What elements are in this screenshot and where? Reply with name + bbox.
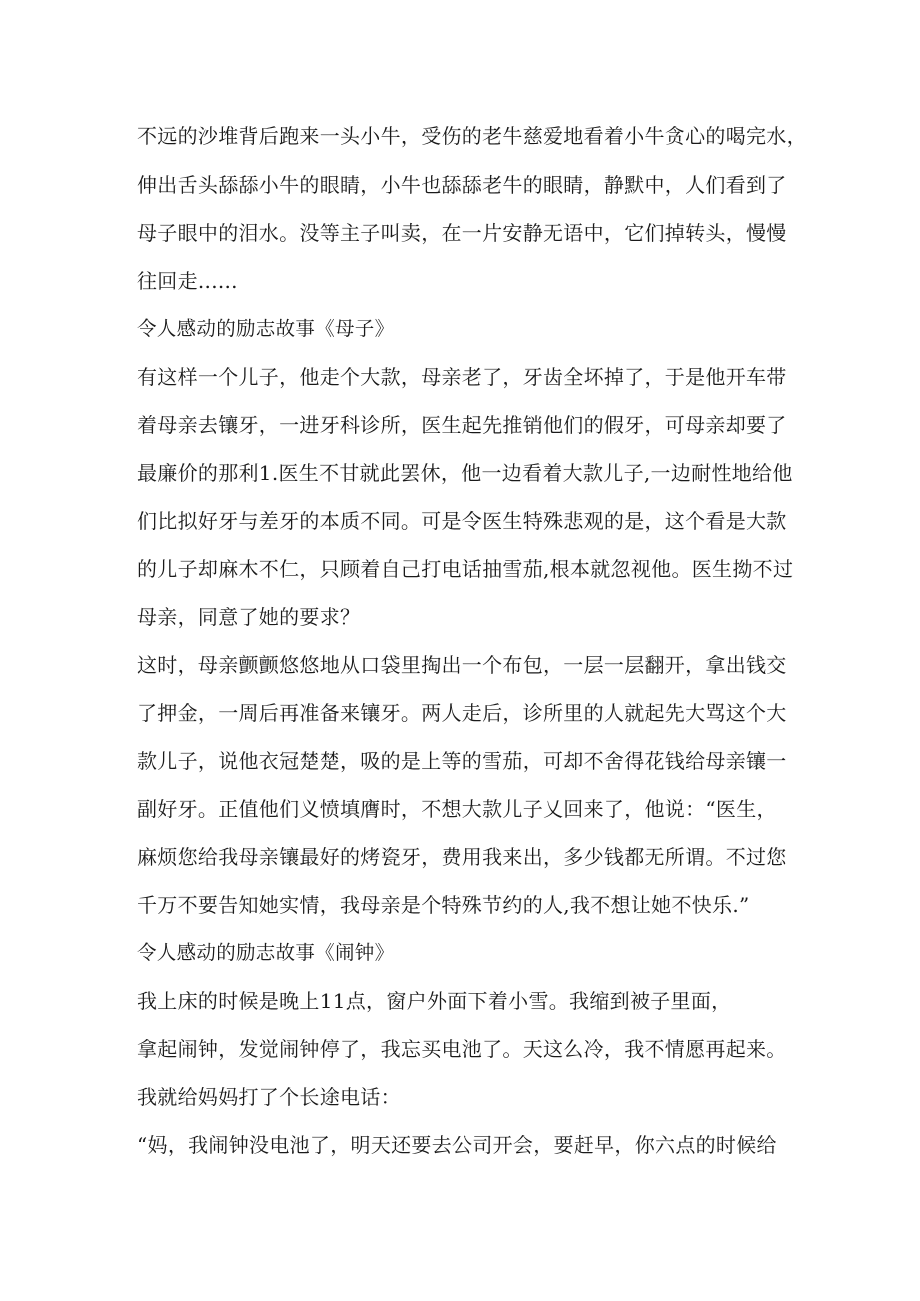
text-line: 有这样一个儿子，他走个大款，母亲老了，牙齿全坏掉了，于是他开车带 [137,365,787,389]
text-line: 我就给妈妈打了个长途电话： [137,1085,401,1109]
text-line: “妈，我闹钟没电池了，明天还要去公司开会，要赶早，你六点的时候给 [137,1133,777,1157]
text-line: 麻烦您给我母亲镶最好的烤瓷牙，费用我来出，多少钱都无所谓。不过您 [137,845,787,869]
text-line: 们比拟好牙与差牙的本质不同。可是令医生特殊悲观的是，这个看是大款 [137,509,787,533]
text-line: 款儿子，说他衣冠楚楚，吸的是上等的雪茄，可却不舍得花钱给母亲镶一 [137,749,787,773]
section-heading: 令人感动的励志故事《母子》 [137,317,395,340]
text-line: 副好牙。正值他们义愤填膺时，不想大款儿子乂回来了，他说：“医生， [137,797,777,821]
text-line: 母亲，同意了她的要求？ [137,605,361,629]
text-line: 拿起闹钟，发觉闹钟停了，我忘买电池了。天这么冷，我不情愿再起来。 [137,1037,787,1061]
text-line: 最廉价的那利1.医生不甘就此罢休，他一边看着大款儿子,一边耐性地给他 [137,461,793,485]
text-line: 的儿子却麻木不仁，只顾着自己打电话抽雪茄,根本就忽视他。医生拗不过 [137,557,794,581]
section-heading: 令人感动的励志故事《闹钟》 [137,941,395,964]
text-line: 往回走...... [137,269,238,293]
text-line: 了押金，一周后再准备来镶牙。两人走后，诊所里的人就起先大骂这个大 [137,701,787,725]
text-line: 母子眼中的泪水。没等主子叫卖，在一片安静无语中，它们掉转头，慢慢 [137,221,787,245]
text-line: 这时，母亲颤颤悠悠地从口袋里掏出一个布包，一层一层翻开，拿出钱交 [137,653,787,677]
text-line: 千万不要告知她实情，我母亲是个特殊节约的人,我不想让她不快乐.” [137,893,750,917]
text-line: 我上床的时候是晚上11点，窗户外面下着小雪。我缩到被子里面， [137,989,732,1013]
text-line: 着母亲去镶牙，一进牙科诊所，医生起先推销他们的假牙，可母亲却要了 [137,413,787,437]
text-line: 不远的沙堆背后跑来一头小牛，受伤的老牛慈爱地看着小牛贪心的喝完水， [137,124,807,148]
text-line: 伸出舌头舔舔小牛的眼睛，小牛也舔舔老牛的眼睛，静默中，人们看到了 [137,173,787,197]
